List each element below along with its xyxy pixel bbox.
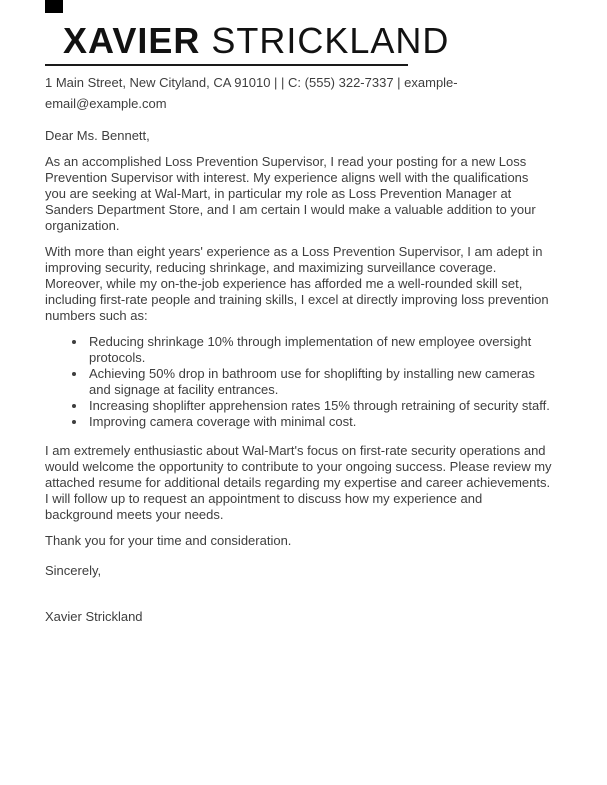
header-accent-bar — [45, 0, 63, 13]
list-item: • Reducing shrinkage 10% through implementation of new employee oversight protocols. — [87, 334, 557, 366]
signature-name: Xavier Strickland — [45, 609, 143, 625]
paragraph-closing: I am extremely enthusiastic about Wal-Mart's focus on first-rate security operations and would welcome the opportunity to contribute to your ongoing success. Please review my attached resume for additional details regarding my expertise and career achievements. I will follow up to request an appointment to discuss how my experience and background meets your needs. — [45, 443, 552, 523]
contact-info: 1 Main Street, New Cityland, CA 91010 | | C: (555) 322-7337 | example-email@example.com — [45, 75, 458, 112]
list-item: • Improving camera coverage with minimal cost. — [87, 414, 557, 430]
valediction: Sincerely, — [45, 563, 102, 579]
list-item: • Increasing shoplifter apprehension rates 15% through retraining of security staff. — [87, 398, 557, 414]
paragraph-intro: As an accomplished Loss Prevention Supervisor, I read your posting for a new Loss Prevention Supervisor with interest. My experience aligns well with the qualifications you are seeking at Wal-Mart, in particular my role as Loss Prevention Manager at Sanders Department Store, and I am certain I would make a valuable addition to your organization. — [45, 154, 536, 234]
last-name: STRICKLAND — [211, 20, 450, 61]
page-title — [63, 20, 557, 61]
achievement-list — [45, 334, 557, 430]
first-name: XAVIER — [63, 20, 201, 61]
paragraph-thanks: Thank you for your time and consideration. — [45, 533, 292, 549]
letter-body — [45, 128, 557, 625]
list-item: • Achieving 50% drop in bathroom use for shoplifting by installing new cameras and signage at facility entrances. — [87, 366, 557, 398]
salutation: Dear Ms. Bennett, — [45, 128, 150, 144]
header-divider — [45, 64, 408, 66]
paragraph-experience: With more than eight years' experience as a Loss Prevention Supervisor, I am adept in improving security, reducing shrinkage, and maximizing surveillance coverage. Moreover, while my on-the-job experience has afforded me a well-rounded skill set, including first-rate people and training skills, I excel at directly improving loss prevention numbers such as: — [45, 244, 549, 324]
